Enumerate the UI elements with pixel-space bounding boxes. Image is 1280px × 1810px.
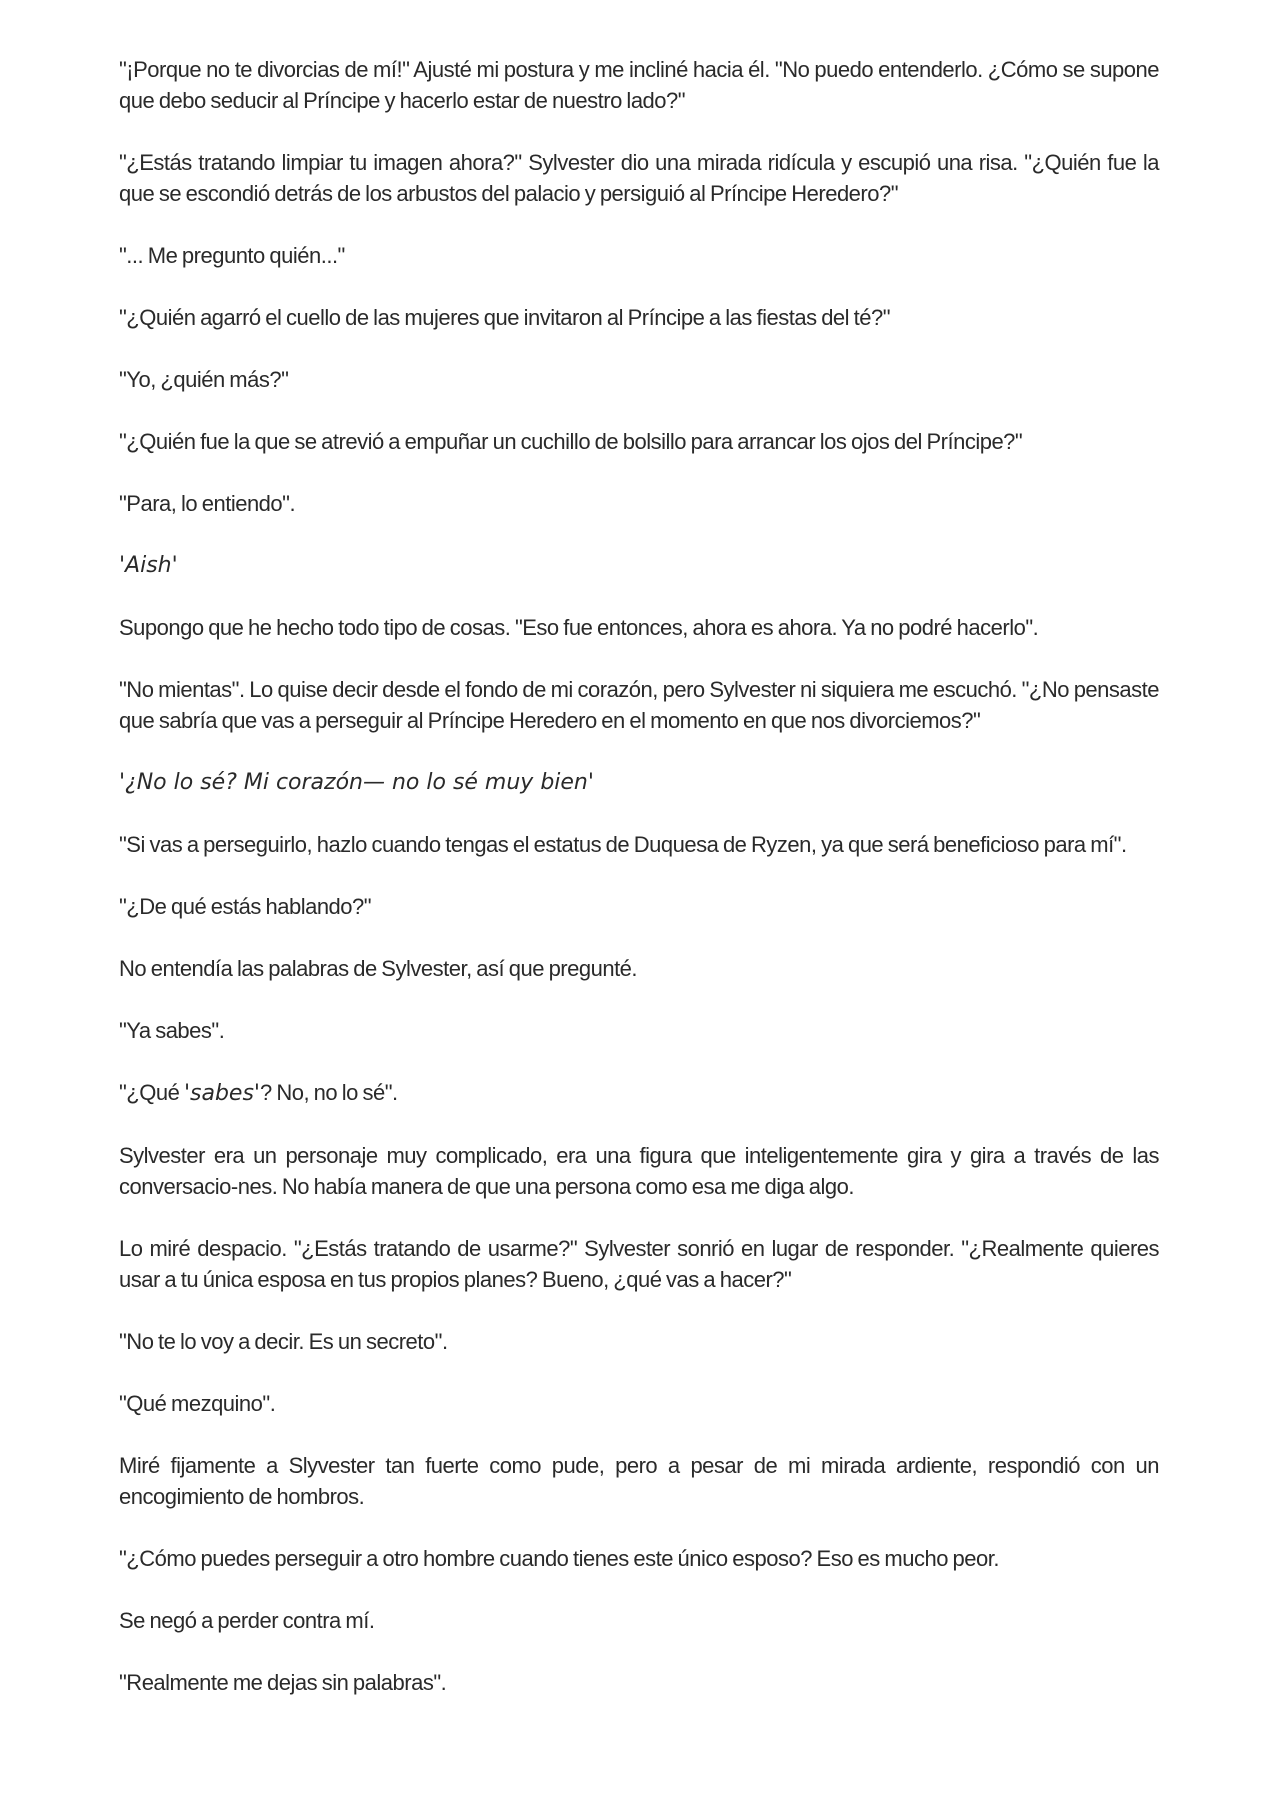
paragraph-16-italic: 'sabes' bbox=[183, 1081, 260, 1106]
paragraph-1: "¡Porque no te divorcias de mí!" Ajusté mi postura y me incliné hacia él. "No puedo entenderlo. ¿Cómo se supone que debo seducir al Príncipe y hacerlo estar de nuestro lado?" bbox=[119, 57, 1159, 113]
paragraph-7: "Para, lo entiendo". bbox=[119, 491, 296, 516]
paragraph-4: "¿Quién agarró el cuello de las mujeres que invitaron al Príncipe a las fiestas del té?" bbox=[119, 305, 891, 330]
thought-corazon: '¿No lo sé? Mi corazón— no lo sé muy bien' bbox=[119, 770, 594, 795]
paragraph-6: "¿Quién fue la que se atrevió a empuñar un cuchillo de bolsillo para arrancar los ojos del Príncipe?" bbox=[119, 429, 1023, 454]
paragraph-16-start: "¿Qué bbox=[119, 1080, 184, 1105]
paragraph-12: "Si vas a perseguirlo, hazlo cuando tengas el estatus de Duquesa de Ryzen, ya que será beneficioso para mí". bbox=[119, 832, 1127, 857]
paragraph-9: Supongo que he hecho todo tipo de cosas. "Eso fue entonces, ahora es ahora. Ya no podré hacerlo". bbox=[119, 615, 1039, 640]
paragraph-3: "... Me pregunto quién..." bbox=[119, 243, 345, 268]
paragraph-19: "No te lo voy a decir. Es un secreto". bbox=[119, 1329, 448, 1354]
paragraph-20: "Qué mezquino". bbox=[119, 1391, 276, 1416]
paragraph-13: "¿De qué estás hablando?" bbox=[119, 894, 372, 919]
document-page bbox=[119, 54, 1159, 1729]
paragraph-18: Lo miré despacio. "¿Estás tratando de usarme?" Sylvester sonrió en lugar de responder. "¿Realmente quieres usar a tu única esposa en tus propios planes? Bueno, ¿qué vas a hacer?" bbox=[119, 1236, 1159, 1292]
paragraph-2: "¿Estás tratando limpiar tu imagen ahora?" Sylvester dio una mirada ridícula y escupió una risa. "¿Quién fue la que se escondió detrás de los arbustos del palacio y persiguió al Príncipe Heredero?" bbox=[119, 150, 1159, 206]
paragraph-14: No entendía las palabras de Sylvester, así que pregunté. bbox=[119, 956, 638, 981]
paragraph-22: "¿Cómo puedes perseguir a otro hombre cuando tienes este único esposo? Eso es mucho peor. bbox=[119, 1546, 999, 1571]
thought-aish: 'Aish' bbox=[119, 553, 178, 578]
paragraph-17: Sylvester era un personaje muy complicado, era una figura que inteligentemente gira y gira a través de las conversacio-nes. No había manera de que una persona como esa me diga algo. bbox=[119, 1143, 1159, 1199]
paragraph-16 bbox=[119, 1077, 1159, 1109]
paragraph-24: "Realmente me dejas sin palabras". bbox=[119, 1670, 447, 1695]
paragraph-15: "Ya sabes". bbox=[119, 1018, 225, 1043]
paragraph-16-end: ? No, no lo sé". bbox=[259, 1080, 398, 1105]
paragraph-10: "No mientas". Lo quise decir desde el fondo de mi corazón, pero Sylvester ni siquiera me escuchó. "¿No pensaste que sabría que vas a perseguir al Príncipe Heredero en el momento en que nos divorciemos?" bbox=[119, 677, 1159, 733]
paragraph-23: Se negó a perder contra mí. bbox=[119, 1608, 375, 1633]
paragraph-5: "Yo, ¿quién más?" bbox=[119, 367, 289, 392]
paragraph-21: Miré fijamente a Slyvester tan fuerte como pude, pero a pesar de mi mirada ardiente, respondió con un encogimiento de hombros. bbox=[119, 1453, 1159, 1509]
